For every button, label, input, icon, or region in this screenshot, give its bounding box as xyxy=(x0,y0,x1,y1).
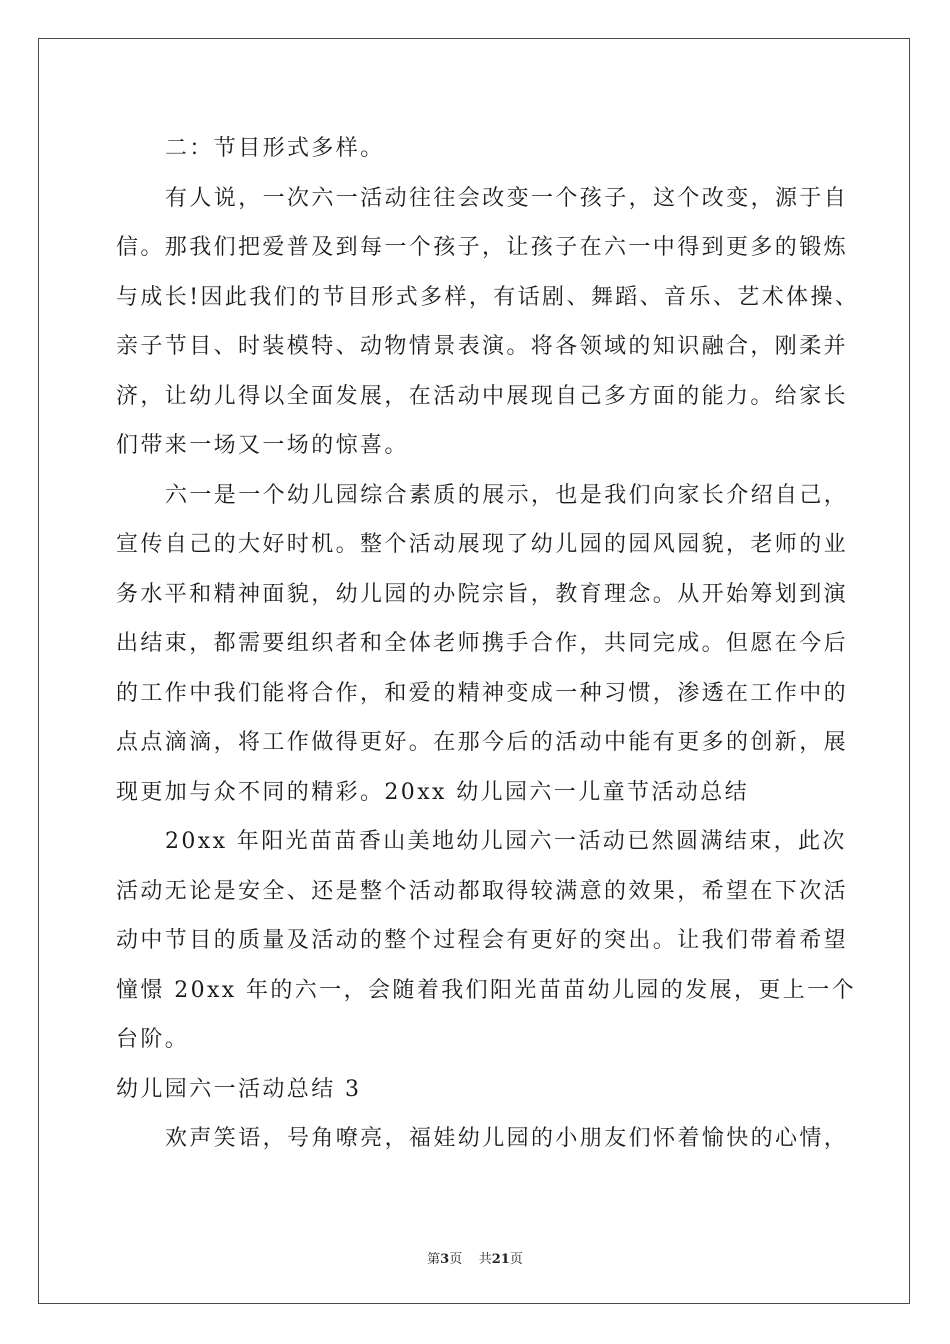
text-line: 活动无论是安全、还是整个活动都取得较满意的效果，希望在下次活 xyxy=(116,879,849,904)
text-line: 的工作中我们能将合作，和爱的精神变成一种习惯，渗透在工作中的 xyxy=(116,681,849,706)
total-pages: 21 xyxy=(491,1252,510,1267)
text-line: 欢声笑语，号角嘹亮，福娃幼儿园的小朋友们怀着愉快的心情， xyxy=(165,1126,849,1151)
text-line: 宣传自己的大好时机。整个活动展现了幼儿园的园风园貌，老师的业 xyxy=(116,532,849,557)
text-line: 济，让幼儿得以全面发展，在活动中展现自己多方面的能力。给家长 xyxy=(116,384,849,409)
text-line: 现更加与众不同的精彩。20xx 幼儿园六一儿童节活动总结 xyxy=(116,780,750,805)
heading-program-variety: 二：节目形式多样。 xyxy=(165,136,385,161)
page-prefix: 第 xyxy=(427,1252,441,1267)
text-line: 台阶。 xyxy=(116,1027,190,1052)
total-prefix: 共 xyxy=(478,1252,492,1267)
text-line: 点点滴滴，将工作做得更好。在那今后的活动中能有更多的创新，展 xyxy=(116,730,849,755)
text-line: 亲子节目、时装模特、动物情景表演。将各领域的知识融合，刚柔并 xyxy=(116,334,849,359)
text-line: 动中节目的质量及活动的整个过程会有更好的突出。让我们带着希望 xyxy=(116,928,849,953)
section-heading: 幼儿园六一活动总结 3 xyxy=(116,1077,362,1102)
text-line: 出结束，都需要组织者和全体老师携手合作，共同完成。但愿在今后 xyxy=(116,631,849,656)
total-suffix: 页 xyxy=(509,1252,523,1267)
text-line: 憧憬 20xx 年的六一，会随着我们阳光苗苗幼儿园的发展，更上一个 xyxy=(116,978,856,1003)
text-line: 与成长!因此我们的节目形式多样，有话剧、舞蹈、音乐、艺术体操、 xyxy=(116,285,860,310)
text-line: 六一是一个幼儿园综合素质的展示，也是我们向家长介绍自己， xyxy=(165,483,849,508)
page-number: 3 xyxy=(440,1252,450,1267)
page-footer xyxy=(0,1248,950,1267)
text-line: 20xx 年阳光苗苗香山美地幼儿园六一活动已然圆满结束，此次 xyxy=(165,829,847,854)
text-line: 务水平和精神面貌，幼儿园的办院宗旨，教育理念。从开始筹划到演 xyxy=(116,582,849,607)
text-line: 有人说，一次六一活动往往会改变一个孩子，这个改变，源于自 xyxy=(165,186,849,211)
page-border xyxy=(38,38,910,1304)
page-suffix: 页 xyxy=(449,1252,463,1267)
text-line: 信。那我们把爱普及到每一个孩子，让孩子在六一中得到更多的锻炼 xyxy=(116,235,849,260)
text-line: 们带来一场又一场的惊喜。 xyxy=(116,433,409,458)
